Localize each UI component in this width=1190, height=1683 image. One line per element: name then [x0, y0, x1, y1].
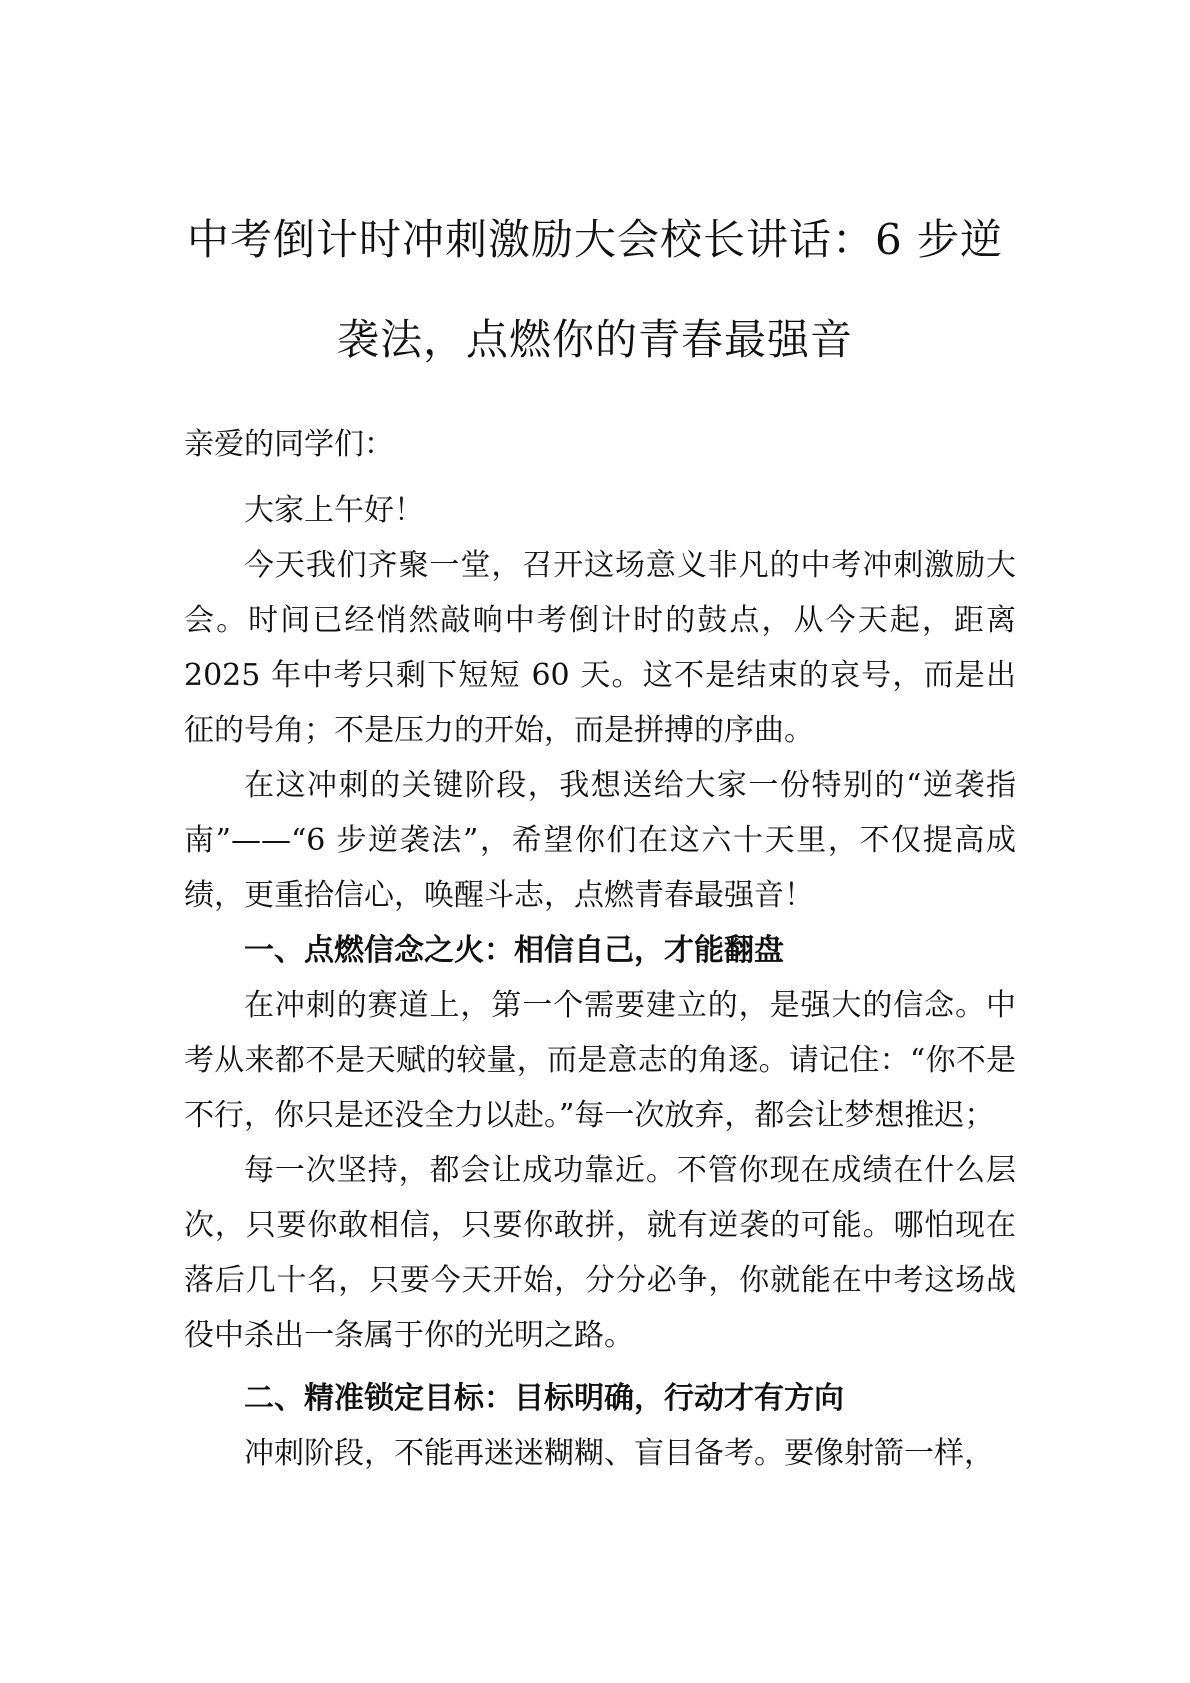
salutation: 亲爱的同学们： [184, 427, 394, 462]
document-title: 中考倒计时冲刺激励大会校长讲话：6 步逆袭法，点燃你的青春最强音 [186, 215, 1004, 364]
section-heading-1: 一、点燃信念之火：相信自己，才能翻盘 [244, 933, 784, 968]
intro-paragraph-2: 在这冲刺的关键阶段，我想送给大家一份特别的“逆袭指南”——“6 步逆袭法”，希望你们在这六十天里，不仅提高成绩，更重拾信心，唤醒斗志，点燃青春最强音！ [184, 768, 1016, 913]
section1-paragraph-1: 在冲刺的赛道上，第一个需要建立的，是强大的信念。中考从来都不是天赋的较量，而是意志的角逐。请记住：“你不是不行，你只是还没全力以赴。”每一次放弃，都会让梦想推迟； [184, 988, 1016, 1133]
section-heading-2: 二、精准锁定目标：目标明确，行动才有方向 [244, 1381, 844, 1416]
greeting: 大家上午好！ [244, 493, 424, 528]
section1-paragraph-2: 每一次坚持，都会让成功靠近。不管你现在成绩在什么层次，只要你敢相信，只要你敢拼，就有逆袭的可能。哪怕现在落后几十名，只要今天开始，分分必争，你就能在中考这场战役中杀出一条属于你的光明之路。 [184, 1153, 1016, 1353]
section2-paragraph-1: 冲刺阶段，不能再迷迷糊糊、盲目备考。要像射箭一样， [244, 1436, 994, 1471]
intro-paragraph-1: 今天我们齐聚一堂，召开这场意义非凡的中考冲刺激励大会。时间已经悄然敲响中考倒计时的鼓点，从今天起，距离 2025 年中考只剩下短短 60 天。这不是结束的哀号，而是出征的号角；不是压力的开始，而是拼搏的序曲。 [184, 548, 1016, 748]
document-body [184, 417, 1016, 1481]
